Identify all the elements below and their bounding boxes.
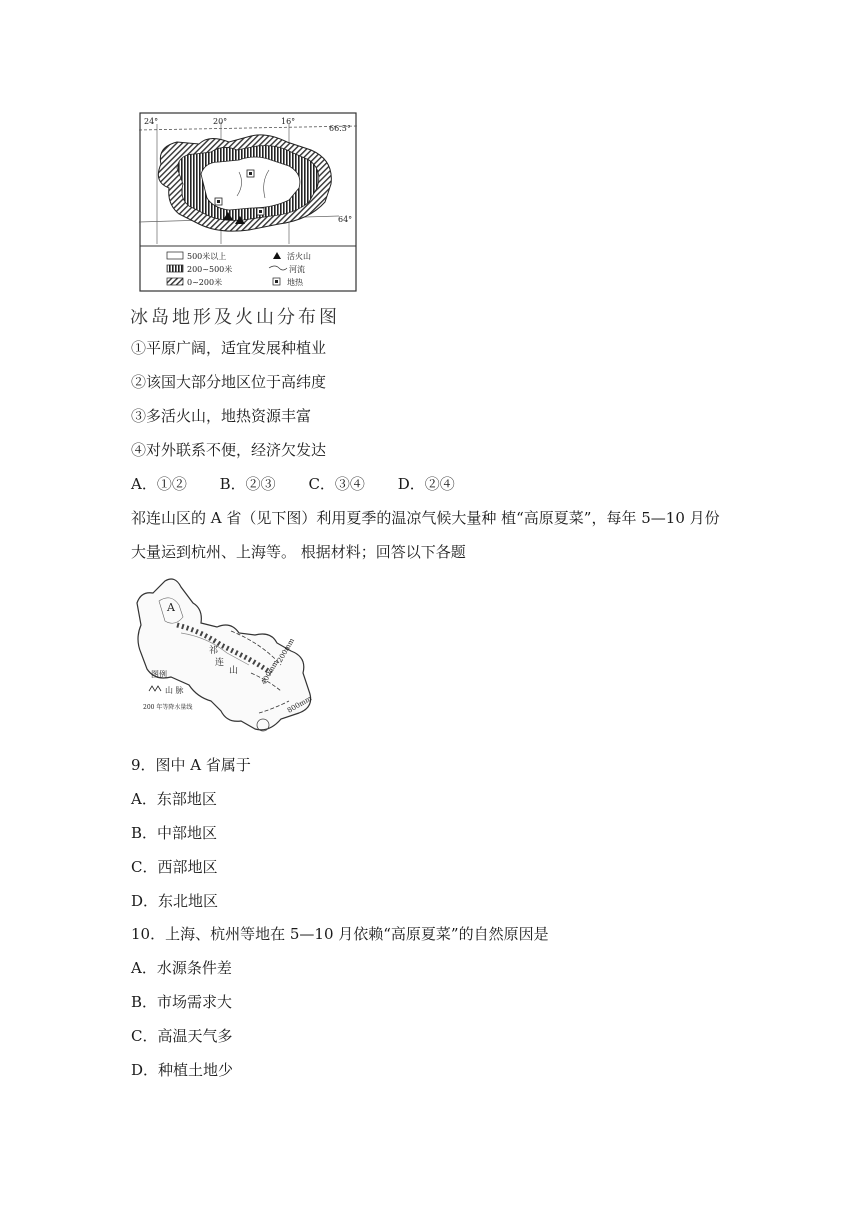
iceland-map [139, 112, 357, 292]
legend-river: 河流 [289, 265, 305, 274]
mountain-label-1: 祁 [209, 646, 219, 656]
map2-legend-isohyet: 200 年等降水量线 [143, 704, 193, 711]
legend-0-200: 0~200米 [187, 278, 223, 287]
legend-200-500: 200~500米 [187, 265, 233, 274]
option-c: C．③④ [308, 475, 365, 493]
q9-option-b: B．中部地区 [131, 824, 218, 842]
statement-2: ②该国大部分地区位于高纬度 [131, 373, 327, 391]
q9-option-c: C．西部地区 [131, 858, 218, 876]
isohyet-200: 200mm [275, 636, 297, 664]
q10-option-d: D．种植土地少 [131, 1061, 234, 1079]
statement-1: ①平原广阔，适宜发展种植业 [131, 339, 327, 357]
option-b: B．②③ [219, 475, 276, 493]
q9-option-a: A．东部地区 [131, 790, 217, 808]
isohyet-400: 400mm [259, 658, 281, 686]
q10-option-b: B．市场需求大 [131, 993, 233, 1011]
q10-option-a: A．水源条件差 [131, 959, 232, 977]
map2-legend-title: 图例 [151, 670, 167, 679]
option-a: A．①② [131, 475, 187, 493]
mountain-label-3: 山 [229, 666, 239, 676]
map2-legend-mountain: 山 脉 [165, 686, 184, 695]
legend-volcano: 活火山 [287, 252, 311, 261]
lat-label-66-5: 66.5° [329, 124, 351, 133]
statement-4: ④对外联系不便，经济欠发达 [131, 441, 327, 459]
q10-option-c: C．高温天气多 [131, 1027, 233, 1045]
province-map [131, 573, 327, 741]
material-line-2: 大量运到杭州、上海等。 根据材料；回答以下各题 [131, 543, 466, 561]
lon-label-16: 16° [281, 117, 296, 126]
prev-question-options [131, 474, 483, 494]
q10-stem: 10．上海、杭州等地在 5—10 月依赖“高原夏菜”的自然原因是 [131, 925, 549, 943]
q9-stem: 9．图中 A 省属于 [131, 756, 251, 774]
map1-caption: 冰岛地形及火山分布图 [130, 307, 340, 328]
lon-label-20: 20° [213, 117, 228, 126]
legend-above500: 500米以上 [187, 252, 227, 261]
mountain-label-2: 连 [215, 658, 225, 668]
material-line-1: 祁连山区的 A 省（见下图）利用夏季的温凉气候大量种 植“高原夏菜”，每年 5—10 月份 [131, 509, 720, 527]
legend-geothermal: 地热 [287, 278, 303, 287]
option-d: D．②④ [397, 475, 455, 493]
statement-3: ③多活火山，地热资源丰富 [131, 407, 312, 425]
lat-label-64: 64° [338, 215, 353, 224]
province-label-a: A [167, 601, 175, 614]
lon-label-24: 24° [144, 117, 159, 126]
isohyet-800: 800mm [286, 694, 314, 715]
q9-option-d: D．东北地区 [131, 892, 219, 910]
